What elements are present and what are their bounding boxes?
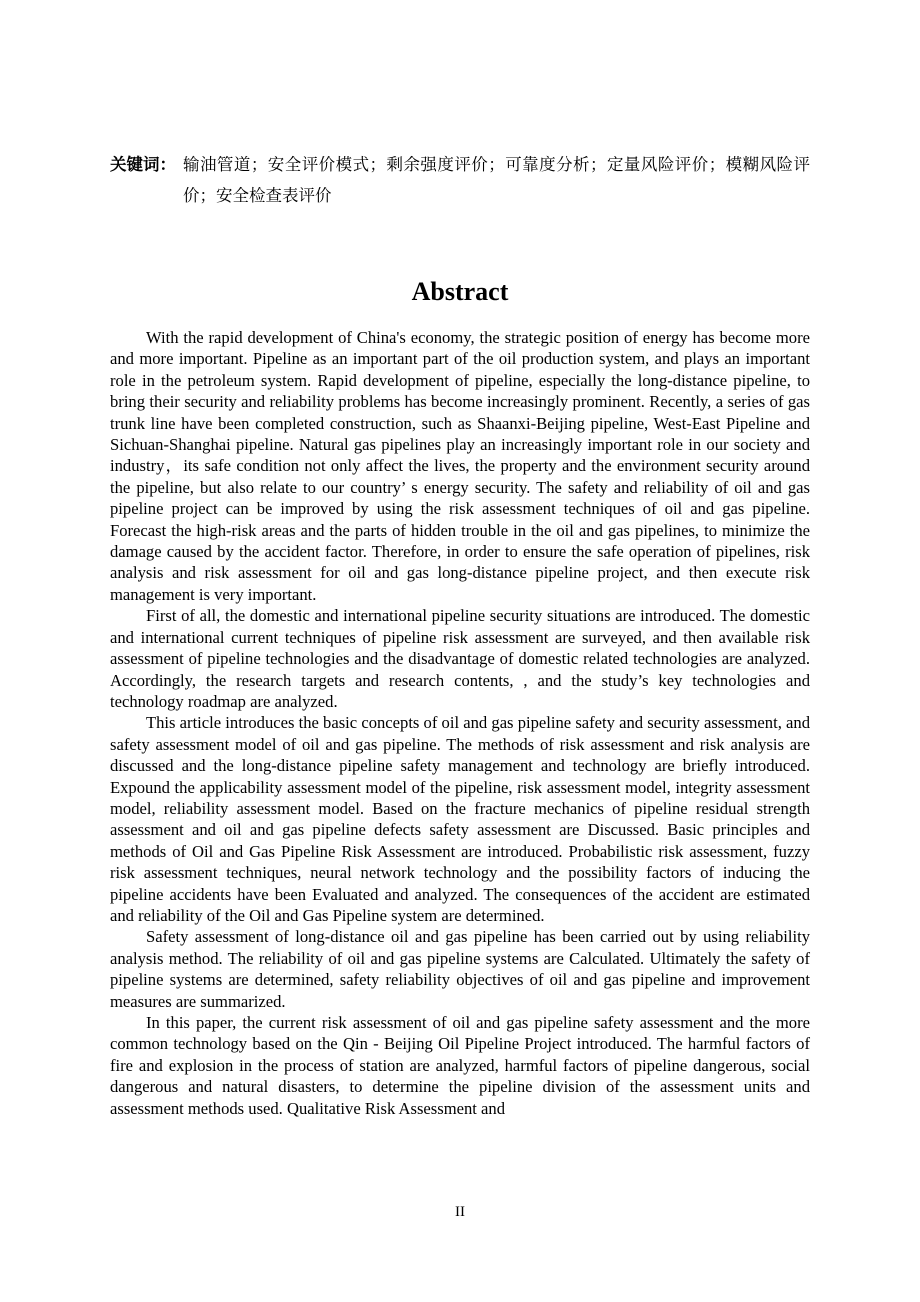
keywords-section xyxy=(110,149,810,211)
abstract-paragraph-3: This article introduces the basic concepts of oil and gas pipeline safety and security assessment, and safety assessment model of oil and gas pipeline. The methods of risk assessment and risk analysis are discussed and the long-distance pipeline safety management and technology are briefly introduced. Expound the applicability assessment model of the pipeline, risk assessment model, integrity assessment model, reliability assessment model. Based on the fracture mechanics of pipeline residual strength assessment and oil and gas pipeline defects safety assessment are Discussed. Basic principles and methods of Oil and Gas Pipeline Risk Assessment are introduced. Probabilistic risk assessment, fuzzy risk assessment techniques, neural network technology and the possibility factors of inducing the pipeline accidents have been Evaluated and analyzed. The consequences of the accident are estimated and reliability of the Oil and Gas Pipeline system are determined. xyxy=(110,713,810,925)
keywords-text: 输油管道；安全评价模式；剩余强度评价；可靠度分析；定量风险评价；模糊风险评价；安全检查表评价 xyxy=(183,155,810,205)
abstract-title: Abstract xyxy=(411,277,509,306)
page-number: II xyxy=(455,1204,465,1220)
abstract-paragraph-4: Safety assessment of long-distance oil and gas pipeline has been carried out by using reliability analysis method. The reliability of oil and gas pipeline systems are Calculated. Ultimately the safety of pipeline systems are determined, safety reliability objectives of oil and gas pipeline and improvement measures are summarized. xyxy=(110,927,810,1011)
abstract-paragraph-1: With the rapid development of China's economy, the strategic position of energy has become more and more important. Pipeline as an important part of the oil production system, and plays an important role in the petroleum system. Rapid development of pipeline, especially the long-distance pipeline, to bring their security and reliability problems has become increasingly prominent. Recently, a series of gas trunk line have been completed construction, such as Shaanxi-Beijing pipeline, West-East Pipeline and Sichuan-Shanghai pipeline. Natural gas pipelines play an increasingly important role in our society and industry，its safe condition not only affect the lives, the property and the environment security around the pipeline, but also relate to our country’ s energy security. The safety and reliability of oil and gas pipeline project can be improved by using the risk assessment techniques of oil and gas pipeline. Forecast the high-risk areas and the parts of hidden trouble in the oil and gas pipelines, to minimize the damage caused by the accident factor. Therefore, in order to ensure the safe operation of pipelines, risk analysis and risk assessment for oil and gas long-distance pipeline project, and then execute risk management is very important. xyxy=(110,328,810,604)
abstract-paragraph-2: First of all, the domestic and international pipeline security situations are introduced. The domestic and international current techniques of pipeline risk assessment are surveyed, and then available risk assessment of pipeline technologies and the disadvantage of domestic related technologies are analyzed. Accordingly, the research targets and research contents, , and the study’s key technologies and technology roadmap are analyzed. xyxy=(110,606,810,711)
abstract-body xyxy=(110,327,810,1119)
abstract-paragraph-5: In this paper, the current risk assessment of oil and gas pipeline safety assessment and the more common technology based on the Qin - Beijing Oil Pipeline Project introduced. The harmful factors of fire and explosion in the process of station are analyzed, harmful factors of pipeline dangerous, social dangerous and natural disasters, to determine the pipeline division of the assessment units and assessment methods used. Qualitative Risk Assessment and xyxy=(110,1013,810,1118)
keywords-label: 关键词： xyxy=(110,155,176,174)
